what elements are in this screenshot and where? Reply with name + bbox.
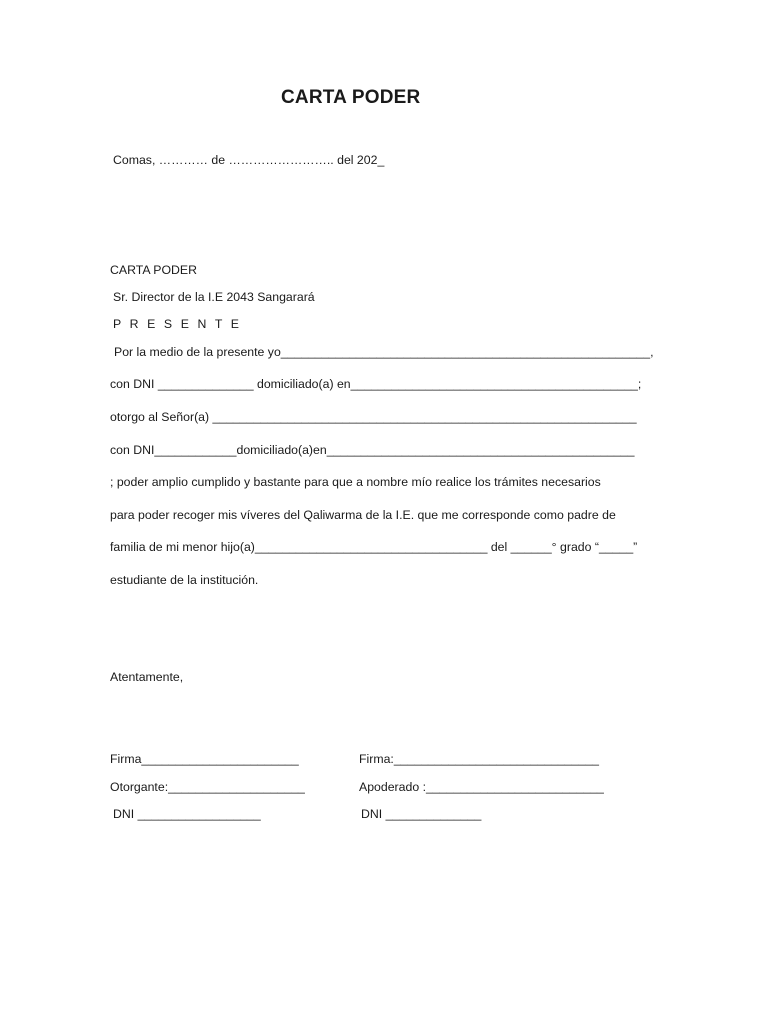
body-line-5: ; poder amplio cumplido y bastante para que a nombre mío realice los trámites necesarios xyxy=(110,475,601,489)
body-line-7: familia de mi menor hijo(a)__________________________________ del ______° grado “_____” xyxy=(110,540,638,554)
body-line-8: estudiante de la institución. xyxy=(110,573,259,587)
signature-right-dni: DNI ______________ xyxy=(361,807,482,821)
document-title: CARTA PODER xyxy=(281,87,421,108)
closing-line: Atentamente, xyxy=(110,670,184,684)
presente-line: P R E S E N T E xyxy=(113,317,242,331)
recipient-line: Sr. Director de la I.E 2043 Sangarará xyxy=(113,290,315,304)
signature-right-apoderado: Apoderado :__________________________ xyxy=(359,780,604,794)
body-line-3: otorgo al Señor(a) ______________________________________________________________ xyxy=(110,410,637,424)
body-line-2: con DNI ______________ domiciliado(a) en__________________________________________; xyxy=(110,377,642,391)
signature-left-otorgante: Otorgante:____________________ xyxy=(110,780,305,794)
letter-heading: CARTA PODER xyxy=(110,263,198,277)
date-line: Comas, ………… de …………………….. del 202_ xyxy=(113,153,385,167)
body-line-4: con DNI____________domiciliado(a)en_____________________________________________ xyxy=(110,443,635,457)
signature-left-firma: Firma_______________________ xyxy=(110,752,299,766)
signature-left-dni: DNI __________________ xyxy=(113,807,261,821)
body-line-6: para poder recoger mis víveres del Qaliwarma de la I.E. que me corresponde como padre de xyxy=(110,508,616,522)
body-line-1: Por la medio de la presente yo______________________________________________________, xyxy=(114,345,654,359)
signature-right-firma: Firma:______________________________ xyxy=(359,752,600,766)
